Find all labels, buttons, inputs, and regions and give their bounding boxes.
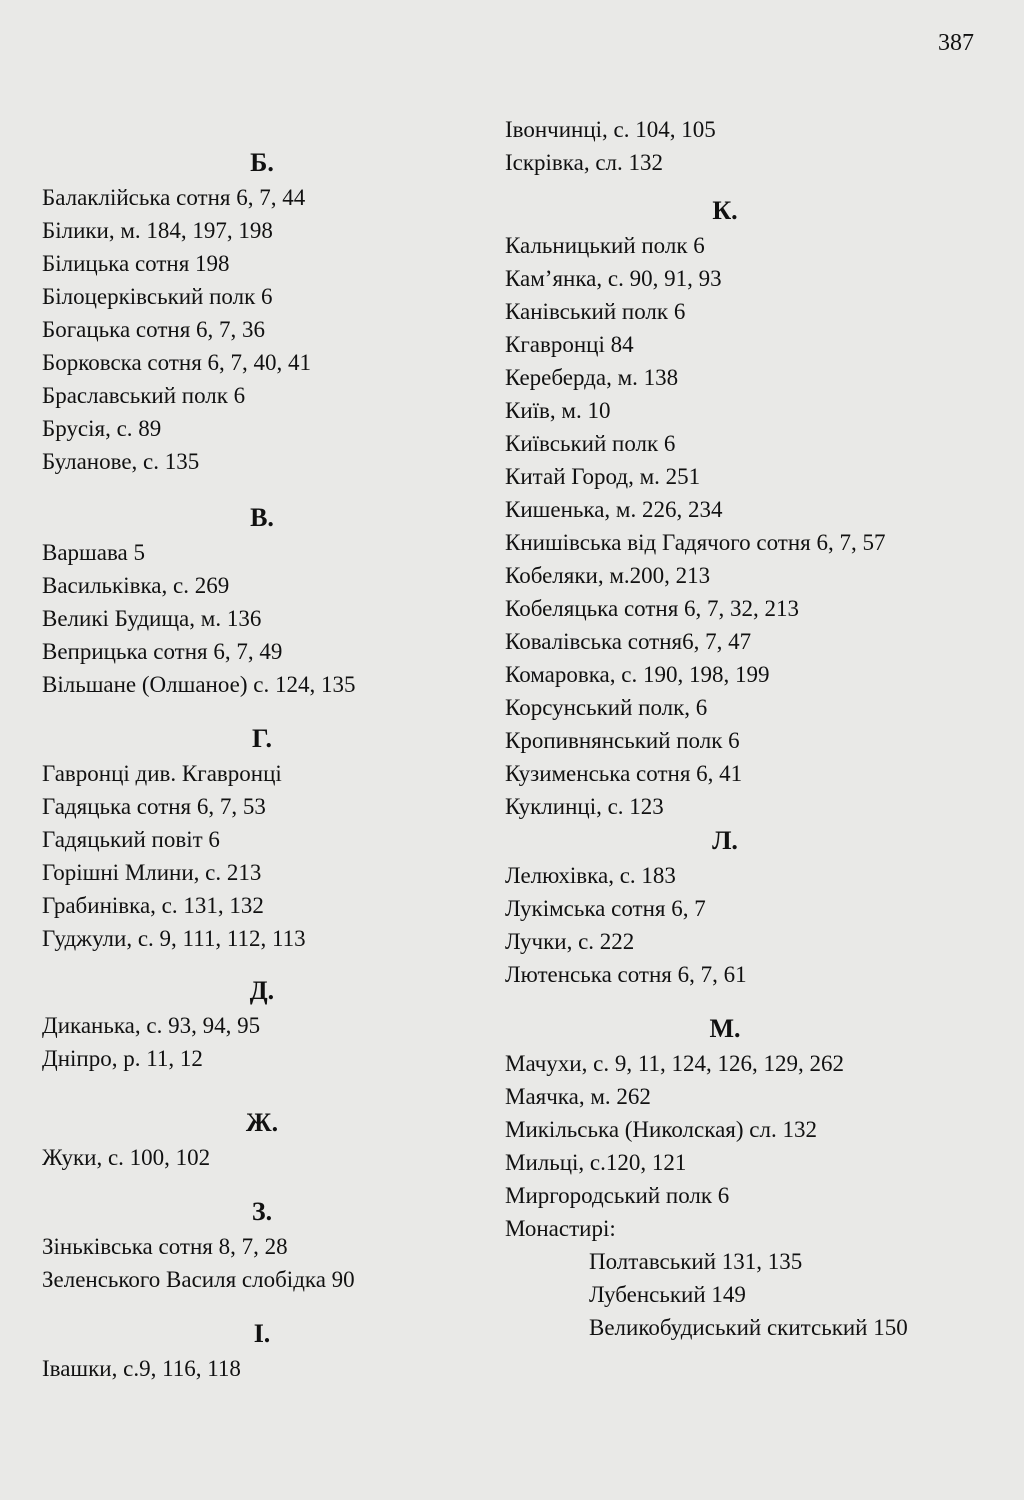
index-entry: Китай Город, м. 251 [505, 464, 701, 489]
index-entry: Білоцерківський полк 6 [42, 284, 273, 309]
index-entry: Великі Будища, м. 136 [42, 606, 262, 631]
index-entry: Кобеляцька сотня 6, 7, 32, 213 [505, 596, 800, 621]
index-entry: Васильківка, с. 269 [42, 573, 230, 598]
index-entry: Корсунський полк, 6 [505, 695, 708, 720]
index-entry: Білицька сотня 198 [42, 251, 230, 276]
index-entry: Лелюхівка, с. 183 [505, 863, 676, 888]
letter-heading: З. [251, 1197, 273, 1226]
index-entry: Варшава 5 [42, 540, 145, 565]
index-entry: Київ, м. 10 [505, 398, 611, 423]
index-entry: Дніпро, р. 11, 12 [42, 1046, 203, 1071]
index-entry: Гадяцький повіт 6 [42, 827, 220, 852]
index-subentry: Полтавський 131, 135 [589, 1249, 803, 1274]
index-entry: Лютенська сотня 6, 7, 61 [505, 962, 747, 987]
index-entry: Мильці, с.120, 121 [505, 1150, 687, 1175]
letter-heading: Л. [712, 826, 738, 855]
letter-heading: К. [712, 196, 738, 225]
index-entry: Кобеляки, м.200, 213 [505, 563, 711, 588]
index-entry: Зеленського Василя слобідка 90 [42, 1267, 355, 1292]
index-entry: Канівський полк 6 [505, 299, 686, 324]
letter-heading: В. [250, 503, 274, 532]
index-entry: Книшівська від Гадячого сотня 6, 7, 57 [505, 530, 886, 555]
index-entry: Іскрівка, сл. 132 [505, 150, 664, 175]
index-entry: Монастирі: [505, 1216, 616, 1241]
spacer [42, 701, 482, 721]
index-entry: Куклинці, с. 123 [505, 794, 664, 819]
index-column-left [42, 113, 482, 1385]
spacer [42, 113, 482, 145]
letter-heading: І. [253, 1319, 271, 1348]
index-entry: Гавронці див. Кгавронці [42, 761, 282, 786]
index-subentry: Лубенський 149 [589, 1282, 746, 1307]
index-entry: Гадяцька сотня 6, 7, 53 [42, 794, 266, 819]
letter-heading: Ж. [245, 1108, 279, 1137]
index-entry: Грабинівка, с. 131, 132 [42, 893, 264, 918]
spacer [505, 991, 945, 1011]
index-entry: Кузименська сотня 6, 41 [505, 761, 743, 786]
index-entry: Кишенька, м. 226, 234 [505, 497, 723, 522]
letter-heading: М. [709, 1014, 741, 1043]
index-entry: Маячка, м. 262 [505, 1084, 651, 1109]
index-entry: Буланове, с. 135 [42, 449, 200, 474]
index-entry: Диканька, с. 93, 94, 95 [42, 1013, 261, 1038]
index-entry: Івашки, с.9, 116, 118 [42, 1356, 241, 1381]
page-number: 387 [938, 30, 974, 56]
index-entry: Кальницький полк 6 [505, 233, 705, 258]
index-entry: Ковалівська сотня6, 7, 47 [505, 629, 752, 654]
spacer [42, 1174, 482, 1194]
index-entry: Кам’янка, с. 90, 91, 93 [505, 266, 722, 291]
index-column-right [505, 113, 945, 1344]
letter-heading: Б. [250, 148, 274, 177]
index-entry: Лучки, с. 222 [505, 929, 635, 954]
index-entry: Микільська (Николская) сл. 132 [505, 1117, 817, 1142]
index-entry: Богацька сотня 6, 7, 36 [42, 317, 266, 342]
index-entry: Мачухи, с. 9, 11, 124, 126, 129, 262 [505, 1051, 844, 1076]
letter-heading: Г. [251, 724, 273, 753]
spacer [42, 1296, 482, 1316]
spacer [42, 955, 482, 973]
index-entry: Зіньківська сотня 8, 7, 28 [42, 1234, 288, 1259]
spacer [42, 478, 482, 500]
index-entry: Миргородський полк 6 [505, 1183, 730, 1208]
index-entry: Гуджули, с. 9, 111, 112, 113 [42, 926, 306, 951]
index-entry: Балаклійська сотня 6, 7, 44 [42, 185, 306, 210]
letter-heading: Д. [249, 976, 275, 1005]
index-entry: Івончинці, с. 104, 105 [505, 117, 716, 142]
index-entry: Вільшане (Олшаное) с. 124, 135 [42, 672, 356, 697]
index-entry: Лукімська сотня 6, 7 [505, 896, 706, 921]
index-entry: Горішні Млини, с. 213 [42, 860, 262, 885]
index-entry: Борковска сотня 6, 7, 40, 41 [42, 350, 312, 375]
index-entry: Браславський полк 6 [42, 383, 246, 408]
index-entry: Веприцька сотня 6, 7, 49 [42, 639, 283, 664]
index-entry: Комаровка, с. 190, 198, 199 [505, 662, 770, 687]
index-entry: Жуки, с. 100, 102 [42, 1145, 211, 1170]
index-entry: Київський полк 6 [505, 431, 676, 456]
index-entry: Кгавронці 84 [505, 332, 634, 357]
index-entry: Брусія, с. 89 [42, 416, 162, 441]
spacer [505, 179, 945, 193]
index-entry: Кропивнянський полк 6 [505, 728, 740, 753]
spacer [42, 1075, 482, 1105]
index-subentry: Великобудиський скитський 150 [589, 1315, 908, 1340]
index-entry: Кереберда, м. 138 [505, 365, 679, 390]
index-entry: Білики, м. 184, 197, 198 [42, 218, 273, 243]
